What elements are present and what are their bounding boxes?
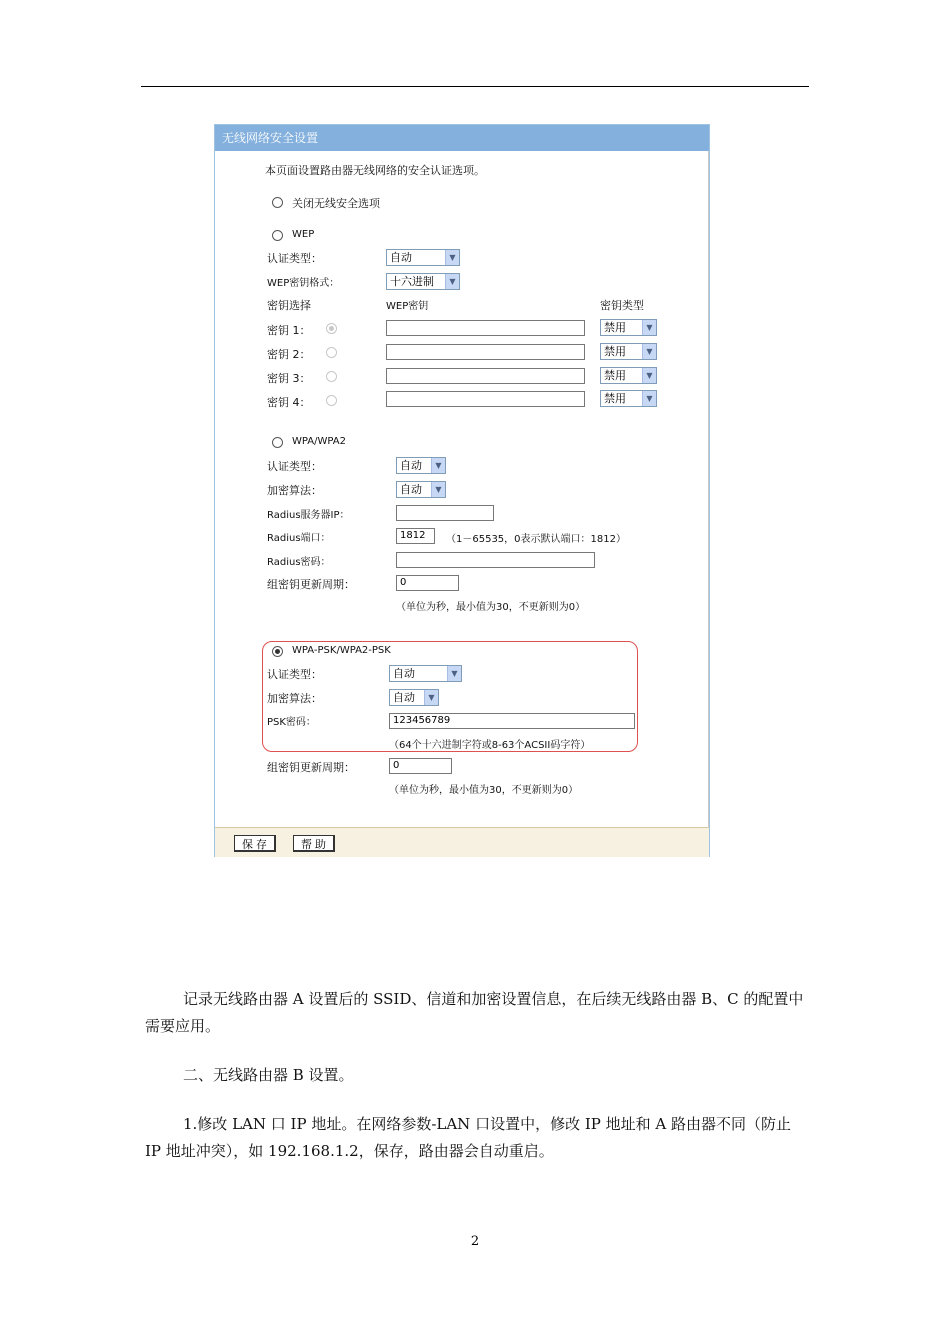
radio-key-3[interactable] xyxy=(326,371,337,382)
wep-auth-type-label: 认证类型： xyxy=(267,252,322,265)
chevron-down-icon: ▼ xyxy=(642,344,656,359)
radio-key-1[interactable] xyxy=(326,323,337,334)
wpa-group-key-label: 组密钥更新周期： xyxy=(267,578,355,591)
save-button[interactable]: 保存 xyxy=(234,835,276,852)
chevron-down-icon: ▼ xyxy=(642,368,656,383)
key-3-label: 密钥 3： xyxy=(267,372,311,385)
paragraph-modify-lan-ip: 1.修改 LAN 口 IP 地址。在网络参数-LAN 口设置中，修改 IP 地址和 A 路由器不同（防止 IP 地址冲突），如 192.168.1.2，保存，路由器会自动重启。 xyxy=(145,1115,792,1160)
wpa-auth-type-label: 认证类型： xyxy=(267,460,322,473)
psk-password-label: PSK密码： xyxy=(267,717,316,728)
radius-password-label: Radius密码： xyxy=(267,557,331,568)
radio-wep[interactable] xyxy=(272,230,283,241)
key-1-label: 密钥 1： xyxy=(267,324,311,337)
key-1-type-select[interactable]: 禁用 ▼ xyxy=(600,319,657,336)
radius-port-hint: （1－65535，0表示默认端口：1812） xyxy=(446,534,626,545)
psk-group-key-label: 组密钥更新周期： xyxy=(267,761,355,774)
radius-password-input[interactable] xyxy=(396,552,595,568)
wep-key-2-input[interactable] xyxy=(386,344,585,360)
panel-footer xyxy=(215,827,709,857)
chevron-down-icon: ▼ xyxy=(445,250,459,265)
wpa-label: WPA/WPA2 xyxy=(292,436,346,447)
psk-cipher-select[interactable]: 自动 ▼ xyxy=(389,689,439,706)
psk-group-key-input[interactable]: 0 xyxy=(389,758,452,774)
radio-wpa-psk[interactable] xyxy=(272,646,283,657)
radius-port-label: Radius端口： xyxy=(267,533,331,544)
key-4-type-select[interactable]: 禁用 ▼ xyxy=(600,390,657,407)
paragraph-section-heading: 二、无线路由器 B 设置。 xyxy=(183,1066,354,1084)
col-key-type: 密钥类型 xyxy=(600,299,644,312)
chevron-down-icon: ▼ xyxy=(431,458,445,473)
security-off-label: 关闭无线安全选项 xyxy=(292,197,380,210)
key-2-label: 密钥 2： xyxy=(267,348,311,361)
chevron-down-icon: ▼ xyxy=(642,391,656,406)
header-rule xyxy=(141,86,809,87)
psk-auth-type-select[interactable]: 自动 ▼ xyxy=(389,665,462,682)
wep-key-format-label: WEP密钥格式： xyxy=(267,278,340,289)
radius-ip-label: Radius服务器IP： xyxy=(267,510,350,521)
psk-password-input[interactable]: 123456789 xyxy=(389,713,635,729)
psk-cipher-label: 加密算法： xyxy=(267,692,322,705)
paragraph-record-settings: 记录无线路由器 A 设置后的 SSID、信道和加密设置信息，在后续无线路由器 B、C 的配置中需要应用。 xyxy=(145,990,804,1035)
key-4-label: 密钥 4： xyxy=(267,396,311,409)
wep-auth-type-select[interactable]: 自动 ▼ xyxy=(386,249,460,266)
wpa-auth-type-select[interactable]: 自动 ▼ xyxy=(396,457,446,474)
chevron-down-icon: ▼ xyxy=(445,274,459,289)
radio-key-2[interactable] xyxy=(326,347,337,358)
help-button[interactable]: 帮助 xyxy=(293,835,335,852)
psk-auth-type-label: 认证类型： xyxy=(267,668,322,681)
chevron-down-icon: ▼ xyxy=(642,320,656,335)
radio-security-off[interactable] xyxy=(272,197,283,208)
panel-intro: 本页面设置路由器无线网络的安全认证选项。 xyxy=(265,164,485,177)
wep-key-1-input[interactable] xyxy=(386,320,585,336)
wep-key-4-input[interactable] xyxy=(386,391,585,407)
wpa-psk-label: WPA-PSK/WPA2-PSK xyxy=(292,645,391,656)
page-number: 2 xyxy=(470,1234,480,1249)
wireless-security-panel xyxy=(214,124,710,857)
chevron-down-icon: ▼ xyxy=(447,666,461,681)
wpa-cipher-label: 加密算法： xyxy=(267,484,322,497)
wep-label: WEP xyxy=(292,229,315,240)
psk-password-hint: （64个十六进制字符或8-63个ACSII码字符） xyxy=(389,740,591,751)
panel-title: 无线网络安全设置 xyxy=(215,125,709,151)
col-key-select: 密钥选择 xyxy=(267,299,311,312)
wpa-cipher-select[interactable]: 自动 ▼ xyxy=(396,481,446,498)
radius-ip-input[interactable] xyxy=(396,505,494,521)
col-wep-key: WEP密钥 xyxy=(386,301,429,312)
key-3-type-select[interactable]: 禁用 ▼ xyxy=(600,367,657,384)
key-2-type-select[interactable]: 禁用 ▼ xyxy=(600,343,657,360)
panel-divider xyxy=(708,151,709,831)
wep-key-3-input[interactable] xyxy=(386,368,585,384)
chevron-down-icon: ▼ xyxy=(431,482,445,497)
wep-key-format-select[interactable]: 十六进制 ▼ xyxy=(386,273,460,290)
radius-port-input[interactable]: 1812 xyxy=(396,528,435,544)
radio-wpa[interactable] xyxy=(272,437,283,448)
wpa-group-key-input[interactable]: 0 xyxy=(396,575,459,591)
wpa-group-key-hint: （单位为秒，最小值为30，不更新则为0） xyxy=(396,602,586,613)
radio-key-4[interactable] xyxy=(326,395,337,406)
psk-group-key-hint: （单位为秒，最小值为30，不更新则为0） xyxy=(389,785,579,796)
chevron-down-icon: ▼ xyxy=(424,690,438,705)
